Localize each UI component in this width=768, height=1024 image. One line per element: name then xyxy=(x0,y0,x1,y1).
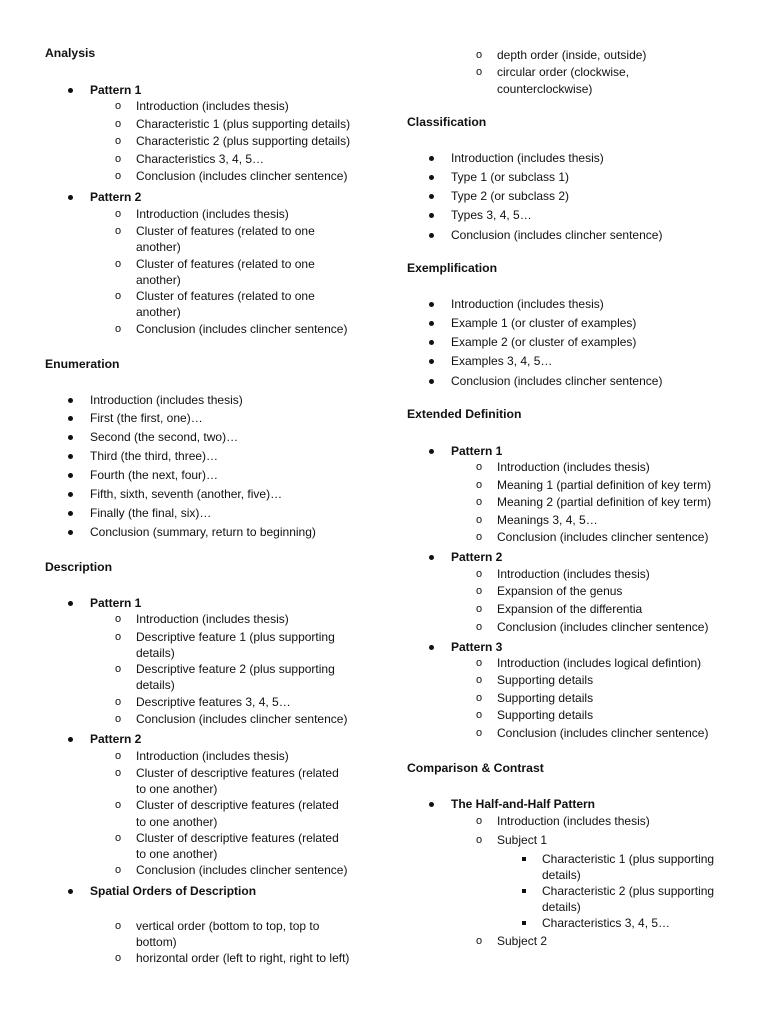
list-item: Meanings 3, 4, 5… xyxy=(497,513,598,527)
spatial-orders-label: Spatial Orders of Description xyxy=(90,884,257,898)
list-item: Meaning 2 (partial definition of key term) xyxy=(497,495,712,509)
list-item: Descriptive feature 1 (plus supporting xyxy=(136,630,335,644)
circle-bullet-icon: o xyxy=(476,461,483,473)
list-item-continuation: another) xyxy=(136,305,181,319)
list-item: Type 1 (or subclass 1) xyxy=(451,170,570,184)
list-item-continuation: another) xyxy=(136,273,181,287)
circle-bullet-icon: o xyxy=(115,323,122,335)
description-pattern-1: Pattern 1 xyxy=(90,596,142,610)
circle-bullet-icon: o xyxy=(476,531,483,543)
list-item-continuation: details) xyxy=(542,900,581,914)
half-and-half-label: The Half-and-Half Pattern xyxy=(451,797,596,811)
circle-bullet-icon: o xyxy=(115,952,122,964)
list-item-continuation: bottom) xyxy=(136,935,177,949)
list-item: Introduction (includes thesis) xyxy=(497,814,650,828)
list-item: Characteristic 1 (plus supporting xyxy=(542,852,715,866)
list-item: Conclusion (summary, return to beginning) xyxy=(90,525,316,539)
list-item-continuation: another) xyxy=(136,240,181,254)
bullet-icon xyxy=(68,454,73,459)
list-item: horizontal order (left to right, right to left) xyxy=(136,951,350,965)
heading-analysis: Analysis xyxy=(45,46,96,60)
bullet-icon xyxy=(429,194,434,199)
circle-bullet-icon: o xyxy=(476,479,483,491)
list-item: Example 2 (or cluster of examples) xyxy=(451,335,637,349)
list-item: Conclusion (includes clincher sentence) xyxy=(136,863,348,877)
bullet-icon xyxy=(68,398,73,403)
list-item: Conclusion (includes clincher sentence) xyxy=(497,530,709,544)
circle-bullet-icon: o xyxy=(115,864,122,876)
list-item: Introduction (includes thesis) xyxy=(451,297,604,311)
bullet-icon xyxy=(429,213,434,218)
list-item: Cluster of descriptive features (related xyxy=(136,831,339,845)
list-item-continuation: to one another) xyxy=(136,847,218,861)
circle-bullet-icon: o xyxy=(115,258,122,270)
list-item: Fourth (the next, four)… xyxy=(90,468,219,482)
list-item: Finally (the final, six)… xyxy=(90,506,212,520)
list-item: Type 2 (or subclass 2) xyxy=(451,189,570,203)
bullet-icon xyxy=(429,321,434,326)
heading-classification: Classification xyxy=(407,115,487,129)
list-item-continuation: counterclockwise) xyxy=(497,82,593,96)
circle-bullet-icon: o xyxy=(115,208,122,220)
list-item: Second (the second, two)… xyxy=(90,430,239,444)
list-item-subject-1: Subject 1 xyxy=(497,833,548,847)
analysis-pattern-1: Pattern 1 xyxy=(90,83,142,97)
circle-bullet-icon: o xyxy=(115,613,122,625)
list-item: Conclusion (includes clincher sentence) xyxy=(451,228,663,242)
circle-bullet-icon: o xyxy=(115,713,122,725)
list-item: Fifth, sixth, seventh (another, five)… xyxy=(90,487,283,501)
list-item: Introduction (includes thesis) xyxy=(136,612,289,626)
extended-pattern-1: Pattern 1 xyxy=(451,444,503,458)
circle-bullet-icon: o xyxy=(476,834,483,846)
list-item-continuation: details) xyxy=(542,868,581,882)
list-item: First (the first, one)… xyxy=(90,411,203,425)
circle-bullet-icon: o xyxy=(115,100,122,112)
bullet-icon xyxy=(429,379,434,384)
circle-bullet-icon: o xyxy=(115,170,122,182)
circle-bullet-icon: o xyxy=(476,692,483,704)
list-item-continuation: details) xyxy=(136,678,175,692)
circle-bullet-icon: o xyxy=(476,935,483,947)
heading-description: Description xyxy=(45,560,113,574)
list-item: Conclusion (includes clincher sentence) xyxy=(136,169,348,183)
circle-bullet-icon: o xyxy=(115,832,122,844)
list-item-continuation: to one another) xyxy=(136,815,218,829)
list-item: Expansion of the differentia xyxy=(497,602,643,616)
circle-bullet-icon: o xyxy=(115,696,122,708)
list-item: Cluster of features (related to one xyxy=(136,257,315,271)
list-item: Characteristics 3, 4, 5… xyxy=(542,916,671,930)
circle-bullet-icon: o xyxy=(476,657,483,669)
list-item: Characteristic 2 (plus supporting xyxy=(542,884,715,898)
circle-bullet-icon: o xyxy=(115,290,122,302)
circle-bullet-icon: o xyxy=(115,118,122,130)
list-item: Descriptive features 3, 4, 5… xyxy=(136,695,291,709)
list-item-continuation: details) xyxy=(136,646,175,660)
list-item: Meaning 1 (partial definition of key term) xyxy=(497,478,712,492)
bullet-icon xyxy=(68,511,73,516)
list-item: depth order (inside, outside) xyxy=(497,48,647,62)
list-item: Introduction (includes thesis) xyxy=(90,393,243,407)
bullet-icon xyxy=(68,473,73,478)
list-item: Introduction (includes thesis) xyxy=(497,460,650,474)
heading-exemplification: Exemplification xyxy=(407,261,498,275)
list-item: Supporting details xyxy=(497,691,594,705)
list-item: vertical order (bottom to top, top to xyxy=(136,919,320,933)
circle-bullet-icon: o xyxy=(476,815,483,827)
list-item: Introduction (includes logical defintion) xyxy=(497,656,702,670)
list-item: Introduction (includes thesis) xyxy=(451,151,604,165)
bullet-icon xyxy=(68,435,73,440)
circle-bullet-icon: o xyxy=(476,514,483,526)
list-item: Characteristic 1 (plus supporting details) xyxy=(136,117,351,131)
list-item: Conclusion (includes clincher sentence) xyxy=(497,726,709,740)
list-item: circular order (clockwise, xyxy=(497,65,630,79)
list-item: Conclusion (includes clincher sentence) xyxy=(497,620,709,634)
list-item: Conclusion (includes clincher sentence) xyxy=(136,712,348,726)
square-bullet-icon xyxy=(522,889,526,893)
circle-bullet-icon: o xyxy=(476,66,483,78)
extended-pattern-2: Pattern 2 xyxy=(451,550,503,564)
circle-bullet-icon: o xyxy=(115,663,122,675)
circle-bullet-icon: o xyxy=(115,631,122,643)
bullet-icon xyxy=(68,492,73,497)
circle-bullet-icon: o xyxy=(115,225,122,237)
list-item: Expansion of the genus xyxy=(497,584,623,598)
bullet-icon xyxy=(429,156,434,161)
list-item: Introduction (includes thesis) xyxy=(136,749,289,763)
circle-bullet-icon: o xyxy=(476,585,483,597)
list-item: Conclusion (includes clincher sentence) xyxy=(451,374,663,388)
list-item: Supporting details xyxy=(497,708,594,722)
description-pattern-2: Pattern 2 xyxy=(90,732,142,746)
list-item: Types 3, 4, 5… xyxy=(451,208,532,222)
square-bullet-icon xyxy=(522,857,526,861)
extended-pattern-3: Pattern 3 xyxy=(451,640,503,654)
list-item: Characteristics 3, 4, 5… xyxy=(136,152,265,166)
bullet-icon xyxy=(429,359,434,364)
bullet-icon xyxy=(429,340,434,345)
circle-bullet-icon: o xyxy=(476,603,483,615)
bullet-icon xyxy=(429,175,434,180)
bullet-icon xyxy=(68,530,73,535)
circle-bullet-icon: o xyxy=(115,767,122,779)
circle-bullet-icon: o xyxy=(476,621,483,633)
bullet-icon xyxy=(429,302,434,307)
heading-comparison-contrast: Comparison & Contrast xyxy=(407,761,544,775)
circle-bullet-icon: o xyxy=(115,135,122,147)
list-item: Conclusion (includes clincher sentence) xyxy=(136,322,348,336)
list-item: Introduction (includes thesis) xyxy=(136,207,289,221)
circle-bullet-icon: o xyxy=(476,674,483,686)
circle-bullet-icon: o xyxy=(476,568,483,580)
circle-bullet-icon: o xyxy=(115,920,122,932)
list-item: Characteristic 2 (plus supporting details) xyxy=(136,134,351,148)
circle-bullet-icon: o xyxy=(476,496,483,508)
bullet-icon xyxy=(68,416,73,421)
list-item: Introduction (includes thesis) xyxy=(497,567,650,581)
list-item: Example 1 (or cluster of examples) xyxy=(451,316,637,330)
list-item-subject-2: Subject 2 xyxy=(497,934,548,948)
circle-bullet-icon: o xyxy=(476,709,483,721)
list-item-continuation: to one another) xyxy=(136,782,218,796)
square-bullet-icon xyxy=(522,921,526,925)
list-item: Third (the third, three)… xyxy=(90,449,219,463)
list-item: Cluster of descriptive features (related xyxy=(136,798,339,812)
analysis-pattern-2: Pattern 2 xyxy=(90,190,142,204)
circle-bullet-icon: o xyxy=(115,153,122,165)
bullet-icon xyxy=(429,233,434,238)
heading-enumeration: Enumeration xyxy=(45,357,120,371)
list-item: Cluster of descriptive features (related xyxy=(136,766,339,780)
circle-bullet-icon: o xyxy=(476,49,483,61)
circle-bullet-icon: o xyxy=(115,750,122,762)
list-item: Cluster of features (related to one xyxy=(136,289,315,303)
list-item: Cluster of features (related to one xyxy=(136,224,315,238)
list-item: Introduction (includes thesis) xyxy=(136,99,289,113)
heading-extended-definition: Extended Definition xyxy=(407,407,522,421)
list-item: Examples 3, 4, 5… xyxy=(451,354,553,368)
list-item: Descriptive feature 2 (plus supporting xyxy=(136,662,335,676)
list-item: Supporting details xyxy=(497,673,594,687)
circle-bullet-icon: o xyxy=(476,727,483,739)
circle-bullet-icon: o xyxy=(115,799,122,811)
